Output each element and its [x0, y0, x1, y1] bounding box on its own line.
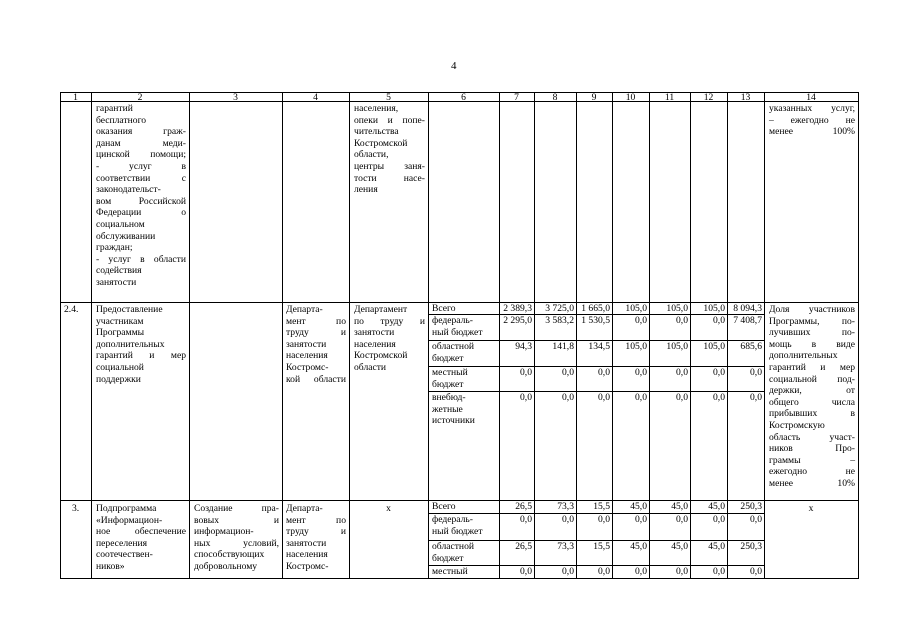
row1-col2-line: содействия	[96, 265, 142, 277]
row2-value: 0,0	[676, 367, 688, 378]
row1-col2-line: цинской помощи;	[96, 149, 186, 161]
row2-value: 0,0	[598, 392, 610, 403]
header-cell-7: 7	[514, 92, 519, 103]
row2-source-name: внебюд-	[432, 392, 466, 403]
row3-col3-line: информацион-	[194, 526, 254, 538]
row1-col14-line: указанных услуг,	[769, 103, 855, 114]
row2-source-name: федераль-	[432, 315, 473, 326]
row3-col4-line: труду и	[286, 526, 346, 538]
row2-value: 0,0	[562, 367, 574, 378]
row2-value: 0,0	[713, 315, 725, 326]
row2-value: 0,0	[750, 392, 762, 403]
row2-col4-line: кой области	[286, 373, 346, 385]
row3-value: 0,0	[676, 566, 688, 577]
row3-value: 45,0	[708, 541, 725, 552]
row3-col2-line: «Информацион-	[96, 514, 163, 526]
row1-col5-line: населения,	[354, 103, 399, 114]
row2-col2-line: поддержки	[96, 373, 141, 385]
row2-value: 3 583,2	[545, 315, 574, 326]
row2-col4-line: Департа-	[286, 304, 323, 315]
row3-col4-line: Костромс-	[286, 561, 329, 572]
row3-col14: х	[808, 503, 814, 514]
row3-value: 0,0	[713, 514, 725, 525]
row3-value: 0,0	[562, 514, 574, 525]
row1-col2-line: вом Российской	[96, 195, 186, 207]
row1-col2-line: социальном	[96, 219, 145, 230]
row1-col5-line: ления	[354, 184, 378, 196]
row3-source-name: Всего	[432, 501, 456, 512]
row2-col14-line: ежегодно не	[769, 466, 855, 478]
row3-value: 0,0	[520, 514, 532, 525]
header-cell-2: 2	[137, 92, 143, 103]
row3-value: 45,0	[671, 541, 688, 552]
row2-value: 105,0	[666, 303, 688, 314]
row3-col2-line: ное обеспечение	[96, 526, 186, 538]
row3-value: 0,0	[562, 566, 574, 577]
row3-col2-line: соотечествен-	[96, 549, 153, 561]
row2-col14-line: общего числа	[769, 396, 855, 408]
row2-value: 141,8	[552, 341, 574, 352]
row3-value: 73,3	[557, 541, 574, 552]
header-cell-10: 10	[625, 92, 636, 103]
row2-value: 105,0	[703, 303, 725, 314]
row2-number: 2.4.	[64, 304, 79, 315]
row3-source-name: федераль-	[432, 514, 473, 525]
row2-col14-line: Программы, по-	[769, 315, 855, 327]
row3-col4-line: занятости	[286, 537, 327, 549]
row2-value: 7 408,7	[733, 315, 762, 326]
row2-col4-line: занятости	[286, 338, 327, 350]
row2-col14-line: мощь в виде	[769, 338, 855, 350]
header-cell-9: 9	[591, 92, 597, 103]
row1-col2-line: оказания граж-	[96, 126, 186, 138]
header-cell-4: 4	[313, 92, 318, 103]
row2-value: 8 094,3	[733, 303, 762, 314]
row2-col2-line: Программы	[96, 327, 145, 339]
row3-value: 26,5	[515, 501, 532, 512]
row3-value: 15,5	[593, 501, 610, 512]
row3-value: 0,0	[676, 514, 688, 525]
row2-source-name: бюджет	[432, 352, 464, 364]
row2-col5-line: Департамент	[354, 304, 408, 315]
header-cell-14: 14	[806, 92, 816, 103]
row1-col14-line: – ежегодно не	[769, 114, 855, 126]
row1-col2-line: граждан;	[96, 242, 133, 254]
row2-col4-line: населения	[286, 350, 328, 362]
row2-value: 0,0	[635, 392, 647, 403]
row2-col2-line: социальной	[96, 362, 144, 373]
row2-col5-line: населения	[354, 338, 396, 350]
row2-value: 0,0	[562, 392, 574, 403]
row1-col2-line: обслуживании	[96, 230, 156, 242]
row2-value: 685,6	[740, 341, 762, 352]
row3-col3-line: добровольному	[194, 561, 258, 572]
row1-col5-line: центры заня-	[354, 161, 425, 172]
row3-value: 45,0	[671, 501, 688, 512]
row3-col3-line: способствующих	[194, 549, 265, 561]
row1-col2-line: - услуг в области	[96, 253, 186, 265]
row2-col5-line: Костромской	[354, 350, 408, 362]
row2-value: 0,0	[598, 367, 610, 378]
row3-value: 73,3	[557, 501, 574, 512]
row2-col14-line: область участ-	[769, 431, 855, 443]
row2-source-name: ный бюджет	[432, 326, 483, 338]
row3-value: 0,0	[520, 566, 532, 577]
row2-col4-line: Костромс-	[286, 362, 329, 373]
row3-value: 45,0	[630, 541, 647, 552]
row2-value: 0,0	[713, 367, 725, 378]
header-cell-13: 13	[740, 92, 751, 103]
row3-col3-line: вовых и	[194, 514, 279, 526]
header-cell-8: 8	[552, 92, 558, 103]
row1-col2-line: соответствии с	[96, 172, 186, 184]
row2-value: 1 665,0	[581, 303, 610, 314]
row1-col2-line: данам меди-	[96, 137, 186, 149]
row3-value: 45,0	[630, 501, 647, 512]
row3-source-name: бюджет	[432, 552, 464, 564]
header-cell-11: 11	[664, 92, 675, 103]
row2-col2-line: гарантий и мер	[96, 350, 186, 362]
row3-value: 45,0	[708, 501, 725, 512]
header-cell-3: 3	[233, 92, 238, 103]
row2-value: 0,0	[713, 392, 725, 403]
row3-value: 0,0	[598, 514, 610, 525]
row3-col4-line: Департа-	[286, 503, 323, 514]
row2-source-name: жетные	[432, 403, 463, 415]
row2-col14-line: дополнительных	[769, 350, 838, 362]
row2-col2-line: Предоставление	[96, 304, 163, 315]
row3-col5: х	[386, 503, 391, 514]
row1-col5-line: Костромской	[354, 137, 408, 149]
row3-col2-line: ников»	[96, 561, 125, 572]
row2-col4-line: мент по	[286, 315, 346, 327]
row1-col5-line: чительства	[354, 126, 399, 138]
row2-source-name: Всего	[432, 303, 456, 314]
row2-col4-line: труду и	[286, 327, 346, 339]
row2-value: 134,5	[588, 341, 610, 352]
row2-col14-line: лучивших по-	[769, 327, 855, 339]
row3-value: 0,0	[750, 566, 762, 577]
row2-col2-line: участникам	[96, 315, 144, 327]
row1-col2-line: занятости	[96, 277, 137, 288]
row3-col4-line: населения	[286, 549, 328, 561]
row1-col2-line: бесплатного	[96, 114, 147, 126]
row3-source-name: областной	[432, 541, 475, 552]
row2-col14-line: гарантий и мер	[769, 362, 855, 373]
row2-value: 0,0	[520, 367, 532, 378]
page-number: 4	[451, 60, 457, 72]
row2-value: 0,0	[750, 367, 762, 378]
row1-col2-line: Федерации о	[96, 207, 186, 219]
row2-source-name: областной	[432, 341, 475, 352]
row3-col3-line: Создание пра-	[194, 503, 279, 514]
row1-col5-line: области,	[354, 149, 389, 161]
row2-col14-line: Доля участников	[769, 304, 855, 315]
header-cell-12: 12	[703, 92, 714, 103]
row2-value: 0,0	[635, 367, 647, 378]
row2-col14-line: менее 10%	[769, 478, 855, 489]
row2-source-name: источники	[432, 415, 475, 427]
row2-value: 1 530,5	[581, 315, 610, 326]
row1-col2-line: - услуг в	[96, 161, 186, 172]
row2-value: 0,0	[676, 315, 688, 326]
row3-value: 0,0	[598, 566, 610, 577]
header-cell-6: 6	[461, 92, 466, 103]
row2-source-name: бюджет	[432, 378, 464, 390]
row2-col2-line: дополнительных	[96, 338, 165, 350]
row2-col14-line: социальной под-	[769, 373, 855, 385]
row1-col5-line: опеки и попе-	[354, 114, 425, 126]
row3-value: 250,3	[740, 501, 762, 512]
row3-value: 0,0	[713, 566, 725, 577]
row3-value: 0,0	[750, 514, 762, 525]
row3-col3-line: ных условий,	[194, 537, 279, 549]
row2-value: 105,0	[666, 341, 688, 352]
row2-col5-line: области	[354, 362, 387, 373]
row2-col14-line: прибывших в	[769, 408, 855, 420]
row2-source-name: местный	[432, 367, 468, 378]
row3-source-name: местный	[432, 566, 468, 577]
row3-value: 250,3	[740, 541, 762, 552]
header-cell-5: 5	[386, 92, 391, 103]
row3-value: 0,0	[635, 566, 647, 577]
row2-value: 105,0	[703, 341, 725, 352]
row3-value: 26,5	[515, 541, 532, 552]
row2-col14-line: Костромскую	[769, 420, 825, 431]
row2-value: 2 295,0	[503, 315, 532, 326]
row1-col5-line: тости насе-	[354, 172, 425, 184]
row2-col5-line: занятости	[354, 327, 395, 339]
row3-col2-line: Подпрограмма	[96, 503, 157, 514]
row3-value: 15,5	[593, 541, 610, 552]
row3-number: 3.	[72, 503, 80, 514]
row1-col14-line: менее 100%	[769, 126, 855, 138]
row2-value: 0,0	[520, 392, 532, 403]
row3-col2-line: переселения	[96, 537, 148, 549]
row3-col4-line: мент по	[286, 514, 346, 526]
row2-col14-line: держки, от	[769, 385, 855, 397]
row1-col2-line: законодательст-	[96, 184, 161, 196]
row2-value: 3 725,0	[545, 303, 574, 314]
row2-value: 105,0	[625, 341, 647, 352]
row3-source-name: ный бюджет	[432, 525, 483, 537]
row2-col5-line: по труду и	[354, 315, 425, 327]
header-cell-1: 1	[73, 92, 78, 103]
row2-col14-line: ников Про-	[769, 443, 855, 455]
row2-value: 0,0	[676, 392, 688, 403]
row2-value: 2 389,3	[503, 303, 532, 314]
row2-value: 94,3	[515, 341, 532, 352]
row2-col14-line: граммы –	[769, 454, 855, 466]
row2-value: 105,0	[625, 303, 647, 314]
row3-value: 0,0	[635, 514, 647, 525]
row1-col2-line: гарантий	[96, 103, 133, 114]
row2-value: 0,0	[635, 315, 647, 326]
